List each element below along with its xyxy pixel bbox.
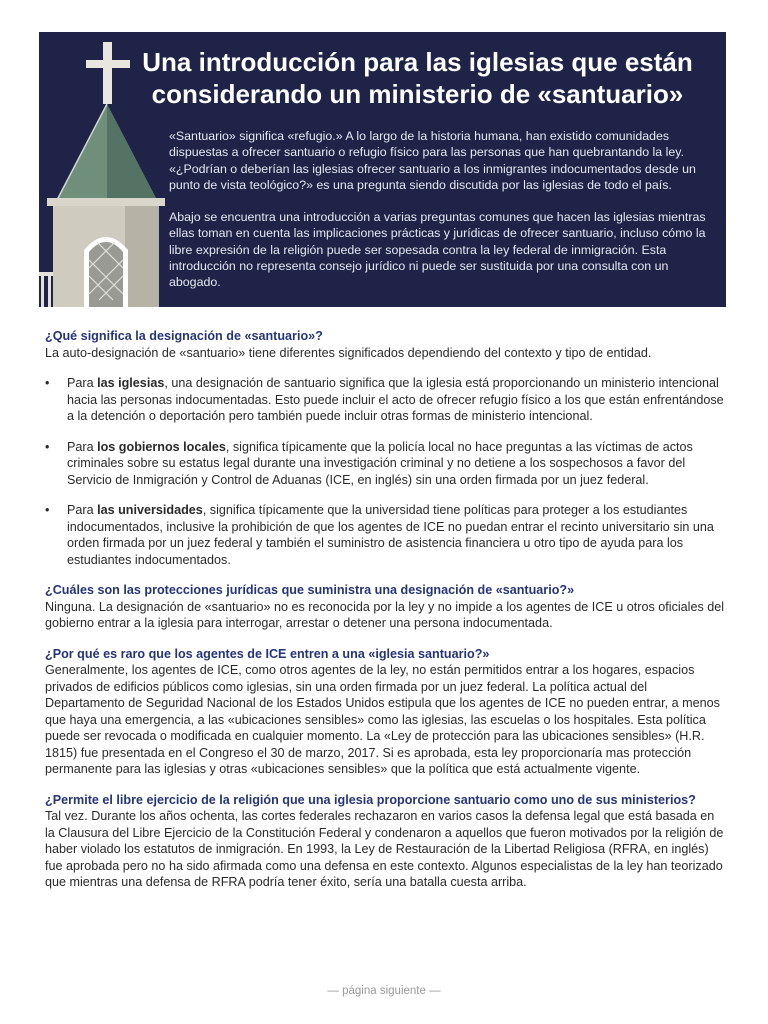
bullet-icon: • [45,376,50,390]
next-page-link[interactable]: — página siguiente — [327,985,441,997]
bullet-text: , significa típicamente que la universidad tiene políticas para proteger a los estudiantes indocumentados, inclusive la prohibición de que los agentes de ICE no puedan entrar el recinto universitario sin una orden firmada por un juez federal y también el suministro de asistencia financiera u otro tipo de ayuda para los estudiantes indocumentados. [67,503,714,567]
intro-paragraph: Abajo se encuentra una introducción a varias preguntas comunes que hacen las iglesias mientras ellas toman en cuenta las implicaciones prácticas y jurídicas de ofrecer santuario, incluso cómo la libre expresión de la religión puede ser sopesada contra la ley federal de inmigración. Esta introducción no representa consejo jurídico ni puede ser sustituida por una consulta con un abogado. [169,210,706,290]
list-item [45,502,725,568]
bullet-bold: las iglesias [97,376,165,390]
section-heading: ¿Cuáles son las protecciones jurídicas que suministra una designación de «santuario?» [45,583,575,597]
page-title: Una introducción para las iglesias que están considerando un ministerio de «santuario» [142,47,693,109]
bullet-lead: Para [67,439,98,454]
section-body: Tal vez. Durante los años ochenta, las cortes federales rechazaron en varios casos la defensa legal que está basada en la Clausura del Libre Ejercicio de la Constitución Federal y condenaron a aquellos que fueron motivados por la religión de haber violado los estatutos de inmigración. En 1993, la Ley de Restauración de la Libertad Religiosa (RFRA, en inglés) fue aprobada pero no ha sido afirmada como una defensa en este contexto. Algunos especialistas de la ley han teorizado que mientras una defensa de RFRA podría tener éxito, sería una batalla cuesta arriba. [45,809,724,889]
intro-paragraph: «Santuario» significa «refugio.» A lo largo de la historia humana, han existido comunidades dispuestas a ofrecer santuario o refugio físico para las personas que han quebrantando la ley. «¿Podrían o deberían las iglesias ofrecer santuario a los inmigrantes indocumentados desde un punto de vista teológico?» es una pregunta siendo discutida por las iglesias de todo el país. [169,129,696,192]
section-heading: ¿Permite el libre ejercicio de la religión que una iglesia proporcione santuario como uno de sus ministerios? [45,792,696,807]
bullet-lead: Para [67,503,98,517]
bullet-bold: los gobiernos locales [97,439,226,454]
main-content [45,328,725,905]
list-item [45,439,725,489]
bullet-text: , una designación de santuario significa que la iglesia está proporcionando un ministerio intencional hacia las personas indocumentadas. Esto puede incluir el acto de ofrecer refugio físico a los que están enfrentándose a la detención o deportación pero también puede incluir otras formas de ministerio intencional. [67,376,724,423]
bullet-icon: • [45,439,50,454]
section-body: La auto-designación de «santuario» tiene diferentes significados dependiendo del contexto y tipo de entidad. [45,345,652,360]
bullet-text: , significa típicamente que la policía local no hace preguntas a las víctimas de actos criminales sobre su estatus legal durante una investigación criminal y no detiene a los sospechosos a favor del Servicio de Inmigración y Control de Aduanas (ICE, en inglés) sin una orden firmada por un juez federal. [67,439,693,487]
bullet-lead: Para [67,376,98,390]
intro-text [169,128,717,307]
section-body: Ninguna. La designación de «santuario» no es reconocida por la ley y no impide a los agentes de ICE u otros oficiales del gobierno entrar a la iglesia para interrogar, arrestar o detener una persona indocumentada. [45,599,725,630]
hero-banner [39,32,726,307]
bullet-bold: las universidades [97,503,203,517]
section-body: Generalmente, los agentes de ICE, como otros agentes de la ley, no están permitidos entrar a los hogares, espacios privados de edificios públicos como iglesias, sin una orden firmada por un juez federal. La política actual del Departamento de Seguridad Nacional de los Estados Unidos estipula que los agentes de ICE no pueden entrar, a menos que haya una emergencia, a las «ubicaciones sensibles» como las iglesias, las escuelas o los hospitales. Esta política puede ser revocada o modificada en cualquier momento. La «Ley de protección para las ubicaciones sensibles» (H.R. 1815) fue presentada en el Congreso el 30 de marzo, 2017. Si es aprobada, esta ley proporcionaría mas protección permanente para las iglesias y otras «ubicaciones sensibles» que la política que está actualmente vigente. [45,663,720,776]
section-heading: ¿Qué significa la designación de «santuario»? [45,329,323,343]
bullet-list [45,375,725,568]
list-item [45,375,725,425]
section-heading: ¿Por qué es raro que los agentes de ICE entren a una «iglesia santuario?» [45,646,490,661]
bullet-icon: • [45,503,50,517]
